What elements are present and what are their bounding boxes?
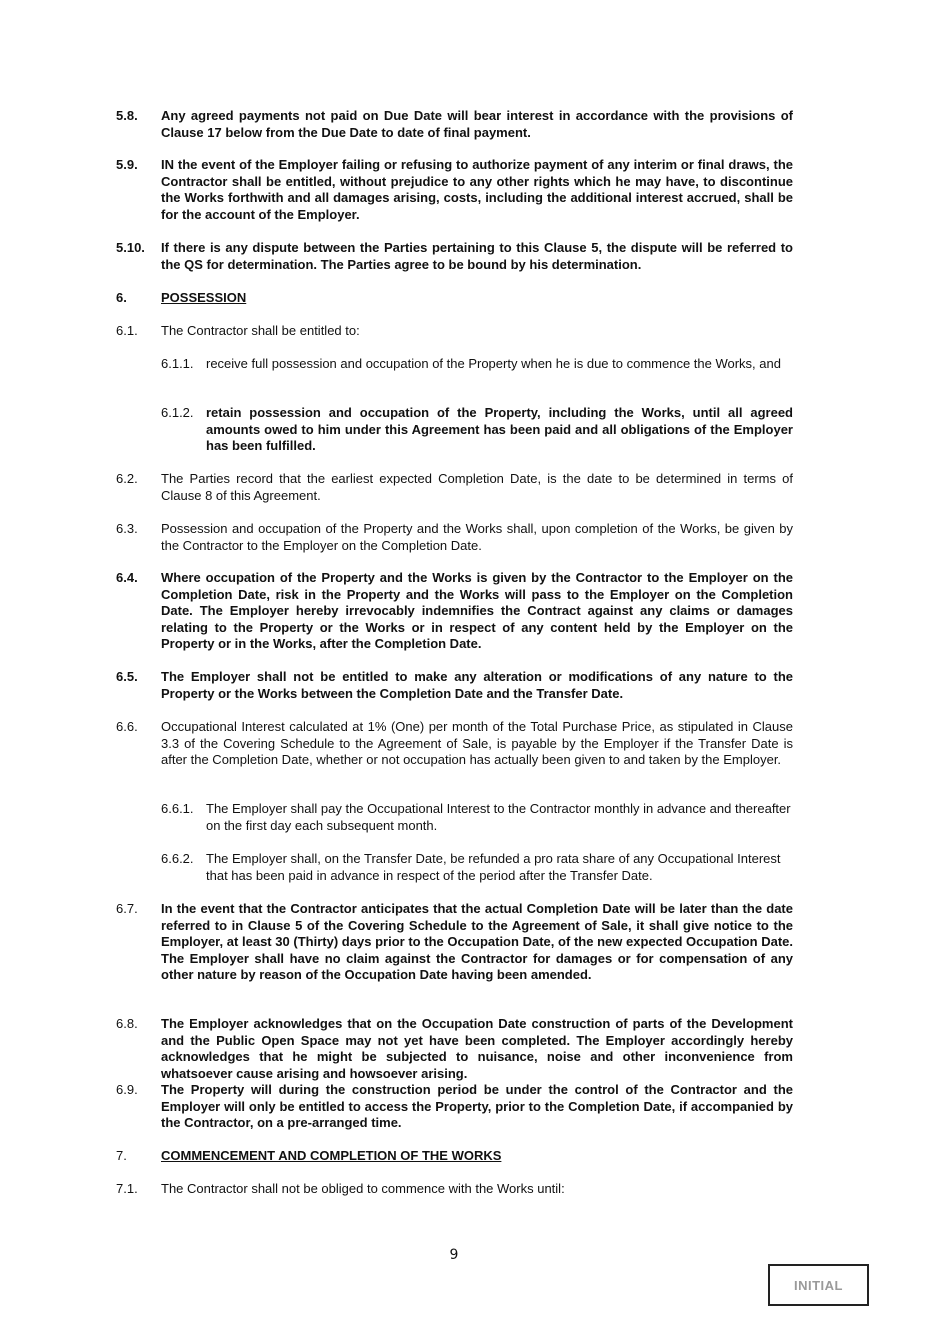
clause-number: 6.7. [116, 901, 138, 916]
clause-number: 5.10. [116, 240, 145, 255]
clause-text: Possession and occupation of the Property and the Works shall, upon completion of the Works, be given by the Contractor to the Employer on the Completion Date. [161, 521, 793, 553]
clause-6-6-2 [161, 851, 793, 884]
clause-6-6 [116, 719, 793, 769]
clause-number: 6.3. [116, 521, 138, 536]
clause-text: The Contractor shall be entitled to: [161, 323, 360, 338]
clause-text: retain possession and occupation of the Property, including the Works, until all agreed amounts owed to him under this Agreement has been paid and all obligations of the Employer has been fulfilled. [206, 405, 793, 454]
initial-box[interactable] [768, 1264, 869, 1306]
clause-number: 5.9. [116, 157, 138, 172]
clause-text: Where occupation of the Property and the Works is given by the Contractor to the Employer on the Completion Date, risk in the Property and the Works will pass to the Employer on the Completion Date. The Employer hereby irrevocably indemnifies the Contract against any claims or damages relating to the Property or the Works or in respect of any content held by the Employer on the Property or in the Works, after the Completion Date. [161, 570, 793, 652]
clause-6-5 [116, 669, 793, 702]
clause-number: 6.8. [116, 1016, 138, 1031]
clause-5-8 [116, 108, 793, 141]
section-title: POSSESSION [161, 290, 247, 305]
clause-text: In the event that the Contractor anticipates that the actual Completion Date will be later than the date referred to in Clause 5 of the Covering Schedule to the Agreement of Sale, it shall give notice to the Employer, at least 30 (Thirty) days prior to the Occupation Date, of the new expected Occupation Date. The Employer shall have no claim against the Contractor for damages or for compensation of any other nature by reason of the Occupation Date having been amended. [161, 901, 793, 983]
clause-number: 6.2. [116, 471, 138, 486]
clause-number: 6.6.2. [161, 851, 194, 866]
clause-6-8 [116, 1016, 793, 1082]
section-title: COMMENCEMENT AND COMPLETION OF THE WORKS [161, 1148, 502, 1163]
clause-number: 6.6.1. [161, 801, 194, 816]
clause-6-1 [116, 323, 793, 340]
clause-text: Occupational Interest calculated at 1% (One) per month of the Total Purchase Price, as stipulated in Clause 3.3 of the Covering Schedule to the Agreement of Sale, is payable by the Employer if the Transfer Date is after the Completion Date, whether or not occupation has actually been given to and taken by the Employer. [161, 719, 793, 768]
clause-number: 6.1.2. [161, 405, 194, 420]
clause-text: The Parties record that the earliest expected Completion Date, is the date to be determined in terms of Clause 8 of this Agreement. [161, 471, 793, 503]
page-number: 9 [449, 1247, 459, 1263]
clause-6-7 [116, 901, 793, 984]
clause-number: 6.1. [116, 323, 138, 338]
clause-number: 6.4. [116, 570, 138, 585]
clause-text: The Employer shall, on the Transfer Date, be refunded a pro rata share of any Occupational Interest that has been paid in advance in respect of the period after the Transfer Date. [206, 851, 781, 883]
clause-text: If there is any dispute between the Parties pertaining to this Clause 5, the dispute will be referred to the QS for determination. The Parties agree to be bound by his determination. [161, 240, 793, 272]
clause-6-9 [116, 1082, 793, 1132]
section-number: 7. [116, 1148, 127, 1163]
clause-number: 7.1. [116, 1181, 138, 1196]
clause-text: The Employer acknowledges that on the Occupation Date construction of parts of the Development and the Public Open Space may not yet have been completed. The Employer accordingly hereby acknowledges that he might be subjected to nuisance, noise and other inconvenience from whatsoever cause arising and howsoever arising. [161, 1016, 793, 1081]
section-heading-7 [116, 1148, 793, 1165]
clause-number: 6.6. [116, 719, 138, 734]
clause-6-4 [116, 570, 793, 653]
clause-number: 5.8. [116, 108, 138, 123]
clause-number: 6.5. [116, 669, 138, 684]
clause-text: The Contractor shall not be obliged to commence with the Works until: [161, 1181, 565, 1196]
clause-text: The Property will during the construction period be under the control of the Contractor and the Employer will only be entitled to access the Property, prior to the Completion Date, if accompanied by the Contractor, on a pre-arranged time. [161, 1082, 793, 1131]
clause-6-2 [116, 471, 793, 504]
clause-text: Any agreed payments not paid on Due Date will bear interest in accordance with the provisions of Clause 17 below from the Due Date to date of final payment. [161, 108, 793, 140]
clause-6-1-2 [161, 405, 793, 455]
initial-label: INITIAL [794, 1277, 843, 1293]
clause-5-10 [116, 240, 793, 273]
clause-text: IN the event of the Employer failing or refusing to authorize payment of any interim or final draws, the Contractor shall be entitled, without prejudice to any other rights which he may have, to discontinue the Works forthwith and all damages arising, costs, including the additional interest accrued, shall be for the account of the Employer. [161, 157, 793, 222]
section-heading-6 [116, 290, 793, 307]
clause-number: 6.9. [116, 1082, 138, 1097]
clause-text: The Employer shall not be entitled to make any alteration or modifications of any nature to the Property or the Works between the Completion Date and the Transfer Date. [161, 669, 793, 701]
section-number: 6. [116, 290, 127, 305]
clause-number: 6.1.1. [161, 356, 194, 371]
clause-text: The Employer shall pay the Occupational Interest to the Contractor monthly in advance and thereafter on the first day each subsequent month. [206, 801, 791, 833]
clause-6-3 [116, 521, 793, 554]
clause-text: receive full possession and occupation of the Property when he is due to commence the Works, and [206, 356, 781, 371]
clause-7-1 [116, 1181, 793, 1198]
clause-6-6-1 [161, 801, 793, 834]
clause-6-1-1 [161, 356, 793, 373]
clause-5-9 [116, 157, 793, 223]
